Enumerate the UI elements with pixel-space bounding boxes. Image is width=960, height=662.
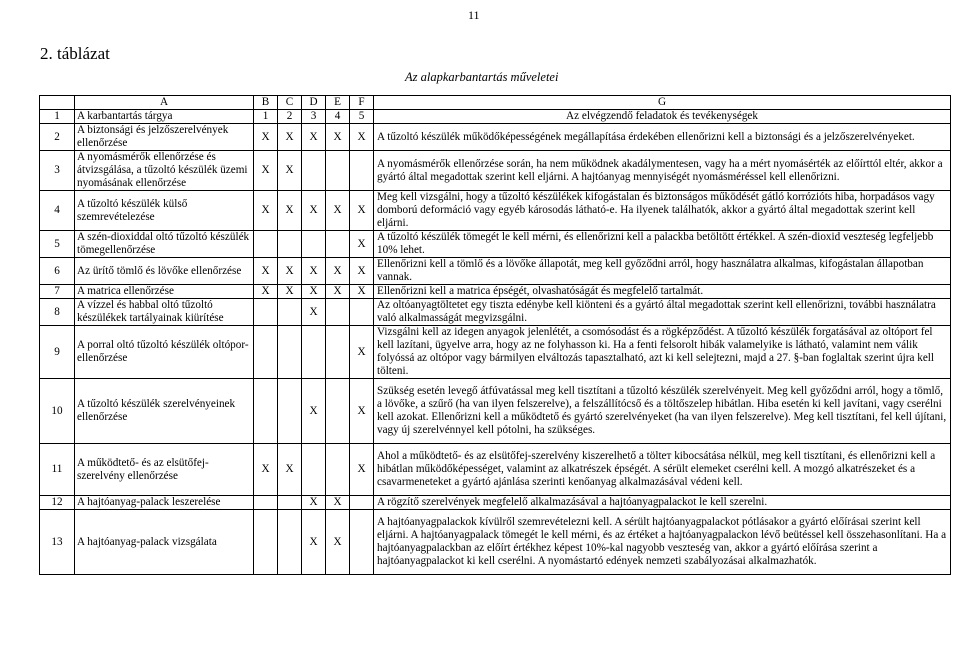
header-cell: F bbox=[350, 96, 374, 110]
frequency-mark: X bbox=[254, 285, 278, 299]
header-cell: A bbox=[75, 96, 254, 110]
frequency-mark bbox=[278, 496, 302, 510]
task-description: A nyomásmérők ellenőrzése során, ha nem működnek akadálymentesen, vagy ha a mért nyomásérték az előírttól eltér, akkor a gyártó által megadottak szerint kell eljárni. A hajtóanyag mennyiségét nyomásméréssel kell ellenőrizni. bbox=[374, 151, 951, 191]
maintenance-subject: A nyomásmérők ellenőrzése és átvizsgálása, a tűzoltó készülék üzemi nyomásának ellenőrzése bbox=[75, 151, 254, 191]
frequency-mark: X bbox=[278, 285, 302, 299]
frequency-mark: X bbox=[326, 510, 350, 575]
task-description: A rögzítő szerelvények megfelelő alkalmazásával a hajtóanyagpalackot le kell szerelni. bbox=[374, 496, 951, 510]
frequency-mark: X bbox=[302, 285, 326, 299]
frequency-mark bbox=[254, 231, 278, 258]
header-cell: E bbox=[326, 96, 350, 110]
table-row bbox=[40, 258, 951, 285]
header-cell bbox=[40, 96, 75, 110]
row-number: 5 bbox=[40, 231, 75, 258]
frequency-mark: X bbox=[302, 496, 326, 510]
frequency-mark: X bbox=[254, 258, 278, 285]
frequency-mark bbox=[254, 379, 278, 444]
frequency-mark bbox=[302, 326, 326, 379]
maintenance-subject: A szén-dioxiddal oltó tűzoltó készülék tömegellenőrzése bbox=[75, 231, 254, 258]
table-row bbox=[40, 496, 951, 510]
task-description: Szükség esetén levegő átfúvatással meg kell tisztítani a tűzoltó készülék szerelvényeit. Meg kell győződni arról, hogy a tömlő, a lövőke, a szűrő (ha van ilyen felszerelve), a felszállítócső és a töltőszelep hibátlan. Hiba esetén ki kell javítani, vagy cserélni kell azokat. Ellenőrizni kell a működtető és gyártó szerelvényeket (ha van ilyen felszerelve). Meg kell tisztítani, fel kell újítani, vagy új szerelvénnyel kell pótolni, ha szükséges. bbox=[374, 379, 951, 444]
frequency-mark bbox=[278, 231, 302, 258]
task-description: A tűzoltó készülék tömegét le kell mérni, és ellenőrizni kell a palackba betöltött értékkel. A szén-dioxid veszteség legfeljebb 10% lehet. bbox=[374, 231, 951, 258]
header-cell: G bbox=[374, 96, 951, 110]
row-number: 11 bbox=[40, 444, 75, 496]
maintenance-table bbox=[39, 95, 951, 575]
row-number: 7 bbox=[40, 285, 75, 299]
maintenance-subject: A matrica ellenőrzése bbox=[75, 285, 254, 299]
frequency-mark bbox=[278, 379, 302, 444]
table-row bbox=[40, 191, 951, 231]
task-description: A tűzoltó készülék működőképességének megállapítása érdekében ellenőrizni kell a biztonsági és a jelzőszerelvényeket. bbox=[374, 124, 951, 151]
page-number: 11 bbox=[468, 8, 480, 22]
frequency-mark: X bbox=[254, 444, 278, 496]
frequency-mark bbox=[326, 379, 350, 444]
task-description: Vizsgálni kell az idegen anyagok jelenlétét, a csomósodást és a rögképződést. A tűzoltó készülék forgatásával az oltóport fel kell lazítani, ügyelve arra, hogy az ne folyhasson ki. Ha a fenti felsorolt hibák valamelyike is látható, valamint nem válik folyóssá az oltópor vagy bármilyen elváltozás tapasztalható, azt ki kell selejtezni, majd a 27. §-ban foglaltak szerint újra kell tölteni. bbox=[374, 326, 951, 379]
maintenance-subject: A porral oltó tűzoltó készülék oltópor-ellenőrzése bbox=[75, 326, 254, 379]
maintenance-subject: Az ürítő tömlő és lövőke ellenőrzése bbox=[75, 258, 254, 285]
header-cell: B bbox=[254, 96, 278, 110]
frequency-mark bbox=[254, 496, 278, 510]
table-row bbox=[40, 299, 951, 326]
frequency-mark: X bbox=[302, 191, 326, 231]
frequency-mark bbox=[302, 444, 326, 496]
frequency-mark: X bbox=[350, 379, 374, 444]
frequency-mark: X bbox=[302, 510, 326, 575]
frequency-mark: X bbox=[350, 285, 374, 299]
frequency-mark bbox=[302, 151, 326, 191]
frequency-mark: X bbox=[326, 496, 350, 510]
task-description: Az oltóanyagtöltetet egy tiszta edénybe kell kiönteni és a gyártó által megadottak szerint kell ellenőrizni, további használatra való alkalmasságát megvizsgálni. bbox=[374, 299, 951, 326]
frequency-mark bbox=[350, 496, 374, 510]
frequency-mark: X bbox=[254, 191, 278, 231]
frequency-mark bbox=[350, 299, 374, 326]
frequency-mark bbox=[254, 299, 278, 326]
frequency-mark bbox=[350, 510, 374, 575]
column-number-cell: 3 bbox=[302, 110, 326, 124]
row-number: 4 bbox=[40, 191, 75, 231]
column-number-cell: 1 bbox=[254, 110, 278, 124]
frequency-mark bbox=[254, 326, 278, 379]
frequency-mark bbox=[326, 326, 350, 379]
frequency-mark: X bbox=[278, 444, 302, 496]
task-description: Meg kell vizsgálni, hogy a tűzoltó készülékek kifogástalan és biztonságos működését gátló korrózióts hiba, horpadásos vagy domború deformáció vagy egyéb károsodás látható-e. Ha ilyenek találhatók, akkor a gyártó által megadottak szerint kell eljárni. bbox=[374, 191, 951, 231]
column-number-cell: 4 bbox=[326, 110, 350, 124]
column-number-cell: A karbantartás tárgya bbox=[75, 110, 254, 124]
task-description: A hajtóanyagpalackok kívülről szemrevételezni kell. A sérült hajtóanyagpalackot pótlásakor a gyártó előírásai szerint kell eljárni. A hajtóanyagpalack tömegét le kell mérni, és az értéket a hajtóanyagpalackon lévő beütéssel kell összehasonlítani. Ha a hajtóanyagpalackban az előírt értékhez képest 10%-kal nagyobb veszteség van, akkor a gyártó előírása szerint a hajtóanyagpalackot ki kell cserélni. A nyomástartó edények nemzeti szabályozásai alkalmazhatók. bbox=[374, 510, 951, 575]
frequency-mark bbox=[278, 326, 302, 379]
maintenance-subject: A hajtóanyag-palack vizsgálata bbox=[75, 510, 254, 575]
row-number: 12 bbox=[40, 496, 75, 510]
maintenance-subject: A tűzoltó készülék külső szemrevételezése bbox=[75, 191, 254, 231]
row-number: 2 bbox=[40, 124, 75, 151]
frequency-mark: X bbox=[254, 124, 278, 151]
header-cell: D bbox=[302, 96, 326, 110]
column-number-cell: 2 bbox=[278, 110, 302, 124]
maintenance-subject: A tűzoltó készülék szerelvényeinek ellenőrzése bbox=[75, 379, 254, 444]
table-row bbox=[40, 444, 951, 496]
frequency-mark: X bbox=[302, 299, 326, 326]
row-number: 8 bbox=[40, 299, 75, 326]
frequency-mark: X bbox=[350, 231, 374, 258]
task-description: Ellenőrizni kell a matrica épségét, olvashatóságát és megfelelő tartalmát. bbox=[374, 285, 951, 299]
table-row bbox=[40, 231, 951, 258]
row-number: 13 bbox=[40, 510, 75, 575]
column-number-row bbox=[40, 110, 951, 124]
frequency-mark: X bbox=[326, 124, 350, 151]
row-number: 10 bbox=[40, 379, 75, 444]
frequency-mark bbox=[326, 444, 350, 496]
frequency-mark: X bbox=[254, 151, 278, 191]
table-row bbox=[40, 124, 951, 151]
frequency-mark bbox=[302, 231, 326, 258]
frequency-mark: X bbox=[350, 258, 374, 285]
row-number: 3 bbox=[40, 151, 75, 191]
table-row bbox=[40, 151, 951, 191]
table-subtitle: Az alapkarbantartás műveletei bbox=[405, 70, 559, 84]
frequency-mark: X bbox=[278, 191, 302, 231]
column-number-cell: Az elvégzendő feladatok és tevékenységek bbox=[374, 110, 951, 124]
frequency-mark: X bbox=[278, 151, 302, 191]
frequency-mark: X bbox=[302, 124, 326, 151]
table-heading: 2. táblázat bbox=[40, 44, 110, 63]
task-description: Ellenőrizni kell a tömlő és a lövőke állapotát, meg kell győződni arról, hogy használatra alkalmas, kifogástalan állapotban vannak. bbox=[374, 258, 951, 285]
frequency-mark: X bbox=[326, 191, 350, 231]
row-number: 9 bbox=[40, 326, 75, 379]
frequency-mark: X bbox=[350, 124, 374, 151]
column-letter-row bbox=[40, 96, 951, 110]
frequency-mark bbox=[350, 151, 374, 191]
frequency-mark bbox=[278, 510, 302, 575]
frequency-mark: X bbox=[302, 258, 326, 285]
frequency-mark bbox=[254, 510, 278, 575]
frequency-mark: X bbox=[350, 444, 374, 496]
frequency-mark: X bbox=[278, 258, 302, 285]
frequency-mark: X bbox=[278, 124, 302, 151]
column-number-cell: 1 bbox=[40, 110, 75, 124]
frequency-mark: X bbox=[350, 191, 374, 231]
row-number: 6 bbox=[40, 258, 75, 285]
frequency-mark bbox=[326, 151, 350, 191]
column-number-cell: 5 bbox=[350, 110, 374, 124]
maintenance-subject: A működtető- és az elsütőfej-szerelvény ellenőrzése bbox=[75, 444, 254, 496]
frequency-mark: X bbox=[326, 285, 350, 299]
frequency-mark: X bbox=[302, 379, 326, 444]
table-row bbox=[40, 326, 951, 379]
frequency-mark bbox=[326, 299, 350, 326]
task-description: Ahol a működtető- és az elsütőfej-szerelvény kiszerelhető a tölteт kibocsátása nélkül, meg kell tisztítani, és ellenőrizni kell a hibátlan működőképességet, valamint az alkatrészek épségét. A sérült elemeket cserélni kell. A mozgó alkatrészeket és a csavarmeneteket a gyártó ajánlása szerinti kenőanyag alkalmazásával védeni kell. bbox=[374, 444, 951, 496]
frequency-mark bbox=[278, 299, 302, 326]
maintenance-subject: A vízzel és habbal oltó tűzoltó készülékek tartályainak kiürítése bbox=[75, 299, 254, 326]
maintenance-subject: A hajtóanyag-palack leszerelése bbox=[75, 496, 254, 510]
maintenance-subject: A biztonsági és jelzőszerelvények ellenőrzése bbox=[75, 124, 254, 151]
table-row bbox=[40, 285, 951, 299]
frequency-mark: X bbox=[326, 258, 350, 285]
table-row bbox=[40, 510, 951, 575]
frequency-mark bbox=[326, 231, 350, 258]
frequency-mark: X bbox=[350, 326, 374, 379]
table-row bbox=[40, 379, 951, 444]
header-cell: C bbox=[278, 96, 302, 110]
